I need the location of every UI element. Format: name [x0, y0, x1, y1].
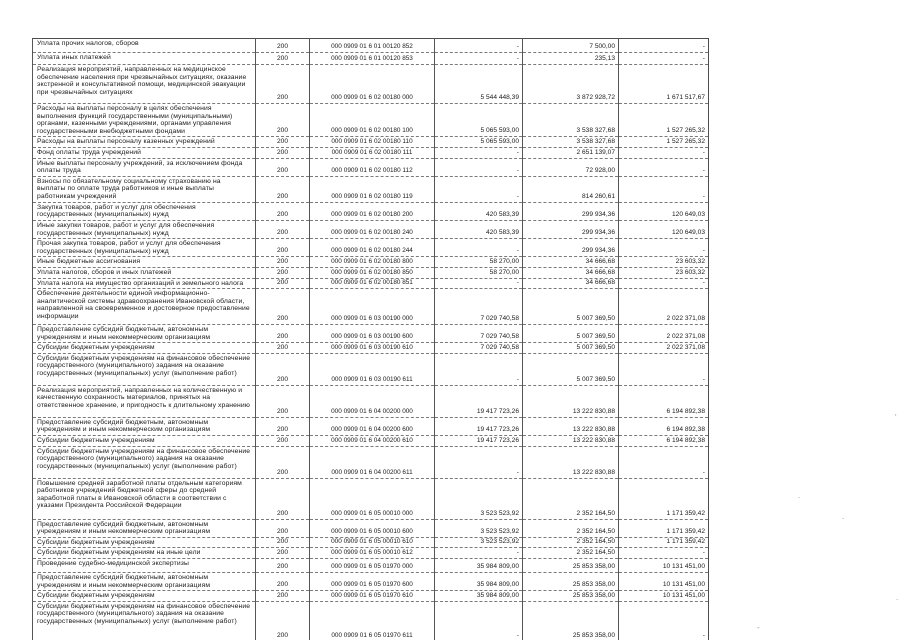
row-kvr-cell: 200: [256, 53, 310, 65]
row-name-cell: Обеспечение деятельности единой информационно-аналитической системы здравоохранения Ивановской области, направленной на своевременное и достоверное предоставление информации: [33, 289, 256, 325]
row-amount1-cell: 19 417 723,26: [435, 436, 523, 447]
row-name-cell: Субсидии бюджетным учреждениям: [33, 436, 256, 447]
row-name-cell: Уплата налогов, сборов и иных платежей: [33, 267, 256, 278]
table-row: [33, 353, 709, 385]
table-row: [33, 289, 709, 325]
row-amount1-cell: -: [435, 53, 523, 65]
row-amount3-cell: 6 194 892,38: [619, 436, 709, 447]
row-amount3-cell: -: [619, 39, 709, 53]
table-row: [33, 137, 709, 148]
row-kvr-cell: 200: [256, 519, 310, 537]
row-amount3-cell: 1 171 359,42: [619, 478, 709, 519]
row-name-cell: Уплата прочих налогов, сборов: [33, 39, 256, 53]
row-amount3-cell: 120 649,03: [619, 220, 709, 238]
table-row: [33, 202, 709, 220]
row-amount2-cell: 5 007 369,50: [523, 353, 619, 385]
row-amount3-cell: 1 171 359,42: [619, 519, 709, 537]
row-amount2-cell: 34 666,68: [523, 278, 619, 289]
table-row: [33, 176, 709, 202]
row-amount3-cell: 1 671 517,67: [619, 65, 709, 104]
row-name-cell: Предоставление субсидий бюджетным, автономным учреждениям и иным некоммерческим организациям: [33, 417, 256, 435]
row-amount3-cell: -: [619, 239, 709, 257]
table-row: [33, 147, 709, 158]
row-budget-code-cell: 000 0909 01 6 02 00180 800: [310, 257, 435, 268]
row-amount2-cell: 7 500,00: [523, 39, 619, 53]
row-kvr-cell: 200: [256, 39, 310, 53]
row-amount2-cell: 13 222 830,88: [523, 385, 619, 417]
row-name-cell: Прочая закупка товаров, работ и услуг для обеспечения государственных (муниципальных) нужд: [33, 239, 256, 257]
row-name-cell: Субсидии бюджетным учреждениям на финансовое обеспечение государственного (муниципального) задания на оказание государственных (муниципальных) услуг (выполнение работ): [33, 446, 256, 478]
row-name-cell: Взносы по обязательному социальному страхованию на выплаты по оплате труда работников и иные выплаты работникам учреждений: [33, 176, 256, 202]
table-row: [33, 446, 709, 478]
row-name-cell: Субсидии бюджетным учреждениям на финансовое обеспечение государственного (муниципального) задания на оказание государственных (муниципальных) услуг (выполнение работ): [33, 353, 256, 385]
row-budget-code-cell: 000 0909 01 6 04 00200 610: [310, 436, 435, 447]
row-kvr-cell: 200: [256, 239, 310, 257]
row-amount2-cell: 814 260,61: [523, 176, 619, 202]
row-name-cell: Проведение судебно-медицинской экспертизы: [33, 559, 256, 573]
row-amount2-cell: 5 007 369,50: [523, 289, 619, 325]
table-row: [33, 548, 709, 559]
row-name-cell: Расходы на выплаты персоналу казенных учреждений: [33, 137, 256, 148]
row-amount3-cell: -: [619, 353, 709, 385]
row-amount2-cell: 5 007 369,50: [523, 343, 619, 354]
table-row: [33, 537, 709, 548]
row-amount3-cell: 23 603,32: [619, 267, 709, 278]
row-amount1-cell: 58 270,00: [435, 257, 523, 268]
row-name-cell: Реализация мероприятий, направленных на количественную и качественную сохранность материалов, принятых на ответственное хранение, и пригодность к длительному хранению: [33, 385, 256, 417]
row-kvr-cell: 200: [256, 548, 310, 559]
row-amount2-cell: 299 934,36: [523, 220, 619, 238]
row-name-cell: Субсидии бюджетным учреждениям на финансовое обеспечение государственного (муниципального) задания на оказание государственных (муниципальных) услуг (выполнение работ): [33, 601, 256, 640]
row-budget-code-cell: 000 0909 01 6 02 00180 200: [310, 202, 435, 220]
row-kvr-cell: 200: [256, 176, 310, 202]
table-row: [33, 220, 709, 238]
table-row: [33, 65, 709, 104]
row-amount3-cell: -: [619, 601, 709, 640]
row-amount3-cell: -: [619, 53, 709, 65]
row-amount3-cell: -: [619, 548, 709, 559]
row-kvr-cell: 200: [256, 137, 310, 148]
row-amount3-cell: -: [619, 147, 709, 158]
row-kvr-cell: 200: [256, 537, 310, 548]
row-name-cell: Субсидии бюджетным учреждениям: [33, 591, 256, 602]
row-name-cell: Фонд оплаты труда учреждений: [33, 147, 256, 158]
table-row: [33, 519, 709, 537]
row-kvr-cell: 200: [256, 158, 310, 176]
row-amount3-cell: 10 131 451,00: [619, 591, 709, 602]
scan-speck: .: [896, 593, 899, 602]
table-row: [33, 385, 709, 417]
row-amount3-cell: 23 603,32: [619, 257, 709, 268]
row-budget-code-cell: 000 0909 01 6 02 00180 110: [310, 137, 435, 148]
row-budget-code-cell: 000 0909 01 6 05 00010 610: [310, 537, 435, 548]
table-row: [33, 239, 709, 257]
row-kvr-cell: 200: [256, 559, 310, 573]
row-kvr-cell: 200: [256, 353, 310, 385]
scan-speck: ': [895, 413, 897, 422]
row-amount2-cell: 3 872 928,72: [523, 65, 619, 104]
row-amount1-cell: -: [435, 39, 523, 53]
row-budget-code-cell: 000 0909 01 6 03 00190 611: [310, 353, 435, 385]
row-amount1-cell: 7 029 740,58: [435, 325, 523, 343]
table-row: [33, 39, 709, 53]
row-kvr-cell: 200: [256, 278, 310, 289]
row-name-cell: Предоставление субсидий бюджетным, автономным учреждениям и иным некоммерческим организациям: [33, 519, 256, 537]
row-budget-code-cell: 000 0909 01 6 02 00180 244: [310, 239, 435, 257]
table-row: [33, 343, 709, 354]
row-name-cell: Закупка товаров, работ и услуг для обеспечения государственных (муниципальных) нужд: [33, 202, 256, 220]
table-row: [33, 325, 709, 343]
scan-speck: .: [798, 491, 801, 500]
row-amount3-cell: -: [619, 446, 709, 478]
row-kvr-cell: 200: [256, 325, 310, 343]
row-amount2-cell: 2 352 164,50: [523, 548, 619, 559]
row-amount2-cell: 3 538 327,68: [523, 104, 619, 137]
row-budget-code-cell: 000 0909 01 6 02 00180 112: [310, 158, 435, 176]
row-amount3-cell: 10 131 451,00: [619, 559, 709, 573]
row-amount1-cell: -: [435, 147, 523, 158]
row-amount2-cell: 72 928,00: [523, 158, 619, 176]
row-name-cell: Предоставление субсидий бюджетным, автономным учреждениям и иным некоммерческим организациям: [33, 325, 256, 343]
table-row: [33, 417, 709, 435]
row-kvr-cell: 200: [256, 220, 310, 238]
row-kvr-cell: 200: [256, 343, 310, 354]
row-kvr-cell: 200: [256, 591, 310, 602]
row-budget-code-cell: 000 0909 01 6 05 00010 600: [310, 519, 435, 537]
row-amount3-cell: 6 194 892,38: [619, 417, 709, 435]
table-row: [33, 591, 709, 602]
row-amount2-cell: 235,13: [523, 53, 619, 65]
row-amount1-cell: 19 417 723,26: [435, 417, 523, 435]
row-amount2-cell: 13 222 830,88: [523, 417, 619, 435]
row-kvr-cell: 200: [256, 446, 310, 478]
table-row: [33, 104, 709, 137]
row-amount2-cell: 13 222 830,88: [523, 446, 619, 478]
row-amount1-cell: 420 583,39: [435, 202, 523, 220]
table-row: [33, 478, 709, 519]
row-amount1-cell: 35 984 809,00: [435, 559, 523, 573]
row-amount1-cell: 35 984 809,00: [435, 573, 523, 591]
table-row: [33, 573, 709, 591]
row-amount1-cell: -: [435, 353, 523, 385]
budget-table-body: [33, 39, 709, 640]
row-amount1-cell: 3 523 523,92: [435, 537, 523, 548]
row-kvr-cell: 200: [256, 267, 310, 278]
row-budget-code-cell: 000 0909 01 6 05 00010 000: [310, 478, 435, 519]
row-name-cell: Субсидии бюджетным учреждениям: [33, 537, 256, 548]
row-amount1-cell: -: [435, 446, 523, 478]
row-amount1-cell: 7 029 740,58: [435, 289, 523, 325]
row-amount1-cell: 3 523 523,92: [435, 519, 523, 537]
row-budget-code-cell: 000 0909 01 6 02 00180 240: [310, 220, 435, 238]
row-kvr-cell: 200: [256, 65, 310, 104]
row-budget-code-cell: 000 0909 01 6 02 00180 850: [310, 267, 435, 278]
row-amount3-cell: 1 171 359,42: [619, 537, 709, 548]
row-kvr-cell: 200: [256, 436, 310, 447]
row-kvr-cell: 200: [256, 147, 310, 158]
row-name-cell: Субсидии бюджетным учреждениям на иные цели: [33, 548, 256, 559]
row-kvr-cell: 200: [256, 289, 310, 325]
row-amount1-cell: 19 417 723,26: [435, 385, 523, 417]
row-name-cell: Реализация мероприятий, направленных на медицинское обеспечение населения при чрезвычайных ситуациях, оказание экстренной и консультативной помощи, медицинской эвакуации при чрезвычайных ситуациях: [33, 65, 256, 104]
row-amount2-cell: 299 934,36: [523, 239, 619, 257]
row-name-cell: Уплата иных платежей: [33, 53, 256, 65]
row-kvr-cell: 200: [256, 202, 310, 220]
row-amount3-cell: -: [619, 176, 709, 202]
row-amount1-cell: -: [435, 158, 523, 176]
row-budget-code-cell: 000 0909 01 6 01 00120 853: [310, 53, 435, 65]
row-budget-code-cell: 000 0909 01 6 05 00010 612: [310, 548, 435, 559]
row-name-cell: Иные бюджетные ассигнования: [33, 257, 256, 268]
table-row: [33, 257, 709, 268]
scan-speck: .: [842, 512, 845, 521]
row-budget-code-cell: 000 0909 01 6 05 01970 600: [310, 573, 435, 591]
row-amount1-cell: -: [435, 239, 523, 257]
table-row: [33, 601, 709, 640]
row-amount3-cell: -: [619, 278, 709, 289]
row-amount2-cell: 299 934,36: [523, 202, 619, 220]
row-name-cell: Иные выплаты персоналу учреждений, за исключением фонда оплаты труда: [33, 158, 256, 176]
row-name-cell: Иные закупки товаров, работ и услуг для обеспечения государственных (муниципальных) нужд: [33, 220, 256, 238]
row-budget-code-cell: 000 0909 01 6 03 00190 610: [310, 343, 435, 354]
row-amount1-cell: -: [435, 278, 523, 289]
row-amount2-cell: 25 853 358,00: [523, 601, 619, 640]
row-amount1-cell: 58 270,00: [435, 267, 523, 278]
row-budget-code-cell: 000 0909 01 6 04 00200 600: [310, 417, 435, 435]
row-name-cell: Субсидии бюджетным учреждениям: [33, 343, 256, 354]
row-amount2-cell: 25 853 358,00: [523, 591, 619, 602]
row-amount1-cell: 3 523 523,92: [435, 478, 523, 519]
row-name-cell: Предоставление субсидий бюджетным, автономным учреждениям и иным некоммерческим организациям: [33, 573, 256, 591]
row-budget-code-cell: 000 0909 01 6 05 01970 000: [310, 559, 435, 573]
row-name-cell: Уплата налога на имущество организаций и земельного налога: [33, 278, 256, 289]
row-name-cell: Расходы на выплаты персоналу в целях обеспечения выполнения функций государственными (муниципальными) органами, казенными учреждениями, органами управления государственными внебюджетными фондами: [33, 104, 256, 137]
row-amount3-cell: 2 022 371,08: [619, 343, 709, 354]
row-budget-code-cell: 000 0909 01 6 02 00180 851: [310, 278, 435, 289]
row-amount2-cell: 25 853 358,00: [523, 559, 619, 573]
row-amount2-cell: 2 651 139,07: [523, 147, 619, 158]
row-amount3-cell: 120 649,03: [619, 202, 709, 220]
row-amount2-cell: 3 538 327,68: [523, 137, 619, 148]
row-amount3-cell: -: [619, 158, 709, 176]
row-amount1-cell: -: [435, 176, 523, 202]
row-amount2-cell: 5 007 369,50: [523, 325, 619, 343]
row-amount3-cell: 2 022 371,08: [619, 289, 709, 325]
row-budget-code-cell: 000 0909 01 6 01 00120 852: [310, 39, 435, 53]
row-budget-code-cell: 000 0909 01 6 03 00190 000: [310, 289, 435, 325]
row-kvr-cell: 200: [256, 573, 310, 591]
row-amount2-cell: 25 853 358,00: [523, 573, 619, 591]
row-amount2-cell: 2 352 164,50: [523, 519, 619, 537]
row-kvr-cell: 200: [256, 478, 310, 519]
row-budget-code-cell: 000 0909 01 6 02 00180 111: [310, 147, 435, 158]
table-row: [33, 267, 709, 278]
row-kvr-cell: 200: [256, 417, 310, 435]
row-amount3-cell: 10 131 451,00: [619, 573, 709, 591]
row-budget-code-cell: 000 0909 01 6 02 00180 100: [310, 104, 435, 137]
row-amount2-cell: 2 352 164,50: [523, 478, 619, 519]
row-kvr-cell: 200: [256, 257, 310, 268]
row-kvr-cell: 200: [256, 601, 310, 640]
row-amount1-cell: 5 544 448,39: [435, 65, 523, 104]
row-amount2-cell: 34 666,68: [523, 257, 619, 268]
row-amount3-cell: 6 194 892,38: [619, 385, 709, 417]
table-row: [33, 559, 709, 573]
row-amount3-cell: 2 022 371,08: [619, 325, 709, 343]
row-amount2-cell: 2 352 164,50: [523, 537, 619, 548]
row-amount1-cell: 5 065 593,00: [435, 104, 523, 137]
row-budget-code-cell: 000 0909 01 6 02 00180 000: [310, 65, 435, 104]
row-amount3-cell: 1 527 265,32: [619, 137, 709, 148]
row-kvr-cell: 200: [256, 385, 310, 417]
row-amount1-cell: 35 984 809,00: [435, 591, 523, 602]
table-row: [33, 278, 709, 289]
row-amount1-cell: -: [435, 601, 523, 640]
row-amount3-cell: 1 527 265,32: [619, 104, 709, 137]
row-amount1-cell: 420 583,39: [435, 220, 523, 238]
budget-table: [32, 38, 709, 640]
row-budget-code-cell: 000 0909 01 6 03 00190 600: [310, 325, 435, 343]
row-amount1-cell: 5 065 593,00: [435, 137, 523, 148]
row-name-cell: Повышение средней заработной платы отдельным категориям работников учреждений бюджетной сферы до средней заработной платы в Ивановской области в соответствии с указами Президента Российской Федерации: [33, 478, 256, 519]
row-budget-code-cell: 000 0909 01 6 05 01970 611: [310, 601, 435, 640]
table-row: [33, 53, 709, 65]
row-budget-code-cell: 000 0909 01 6 04 00200 000: [310, 385, 435, 417]
scan-speck: -: [757, 623, 760, 632]
row-budget-code-cell: 000 0909 01 6 05 01970 610: [310, 591, 435, 602]
row-amount1-cell: -: [435, 548, 523, 559]
row-amount1-cell: 7 029 740,58: [435, 343, 523, 354]
row-amount2-cell: 13 222 830,88: [523, 436, 619, 447]
table-row: [33, 436, 709, 447]
row-budget-code-cell: 000 0909 01 6 02 00180 119: [310, 176, 435, 202]
row-amount2-cell: 34 666,68: [523, 267, 619, 278]
table-row: [33, 158, 709, 176]
row-kvr-cell: 200: [256, 104, 310, 137]
row-budget-code-cell: 000 0909 01 6 04 00200 611: [310, 446, 435, 478]
